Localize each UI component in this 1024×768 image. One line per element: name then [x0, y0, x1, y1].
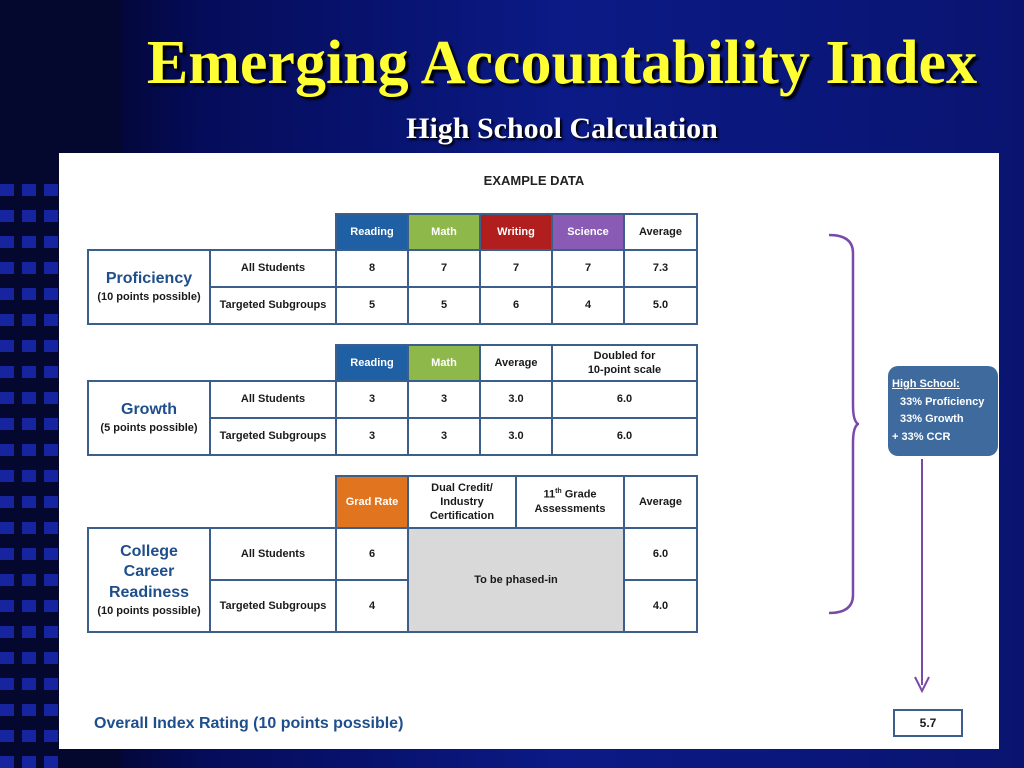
row-label-targeted: Targeted Subgroups: [210, 287, 336, 324]
overall-index-value: 5.7: [893, 709, 963, 737]
weight-proficiency: 33% Proficiency: [900, 395, 985, 408]
ccr-points: (10 points possible): [97, 605, 201, 618]
row-label-all: All Students: [210, 250, 336, 287]
high-school-title: High School:: [892, 378, 960, 390]
cell: 8: [336, 250, 408, 287]
growth-points: (5 points possible): [100, 422, 198, 435]
cell: 5.0: [624, 287, 697, 324]
content-panel: [59, 153, 999, 749]
cell: 7: [552, 250, 624, 287]
growth-group-label: [88, 381, 210, 455]
cell: 3: [336, 381, 408, 418]
cell: 6: [480, 287, 552, 324]
down-arrow-icon: [912, 459, 932, 695]
header-dual-line2: Industry: [440, 495, 484, 508]
ccr-name-line3: Readiness: [108, 584, 190, 602]
header-11th-line2: Assessments: [534, 503, 606, 516]
cell: 3: [336, 418, 408, 455]
header-average: Average: [480, 345, 552, 381]
header-doubled: [552, 345, 697, 381]
cell: 6.0: [624, 528, 697, 580]
header-doubled-line1: Doubled for: [593, 349, 656, 362]
cell: 4.0: [624, 580, 697, 632]
header-11th-suffix: th: [555, 488, 562, 496]
decorative-squares: [0, 170, 58, 768]
proficiency-table: [87, 213, 698, 325]
proficiency-points: (10 points possible): [97, 291, 201, 304]
row-label-all: All Students: [210, 381, 336, 418]
slide-subtitle: High School Calculation: [406, 112, 718, 145]
overall-index-label: Overall Index Rating (10 points possible): [94, 715, 404, 732]
header-11th-number: 11: [543, 489, 556, 502]
cell: 4: [552, 287, 624, 324]
ccr-name-line2: Career: [123, 563, 175, 581]
cell: 7: [480, 250, 552, 287]
row-label-all: All Students: [210, 528, 336, 580]
slide-title: Emerging Accountability Index: [146, 29, 978, 97]
blank-corner: [88, 345, 336, 381]
header-reading: Reading: [336, 214, 408, 250]
growth-name: Growth: [121, 401, 177, 419]
header-math: Math: [408, 345, 480, 381]
cell: 5: [408, 287, 480, 324]
header-writing: Writing: [480, 214, 552, 250]
cell: 5: [336, 287, 408, 324]
row-label-targeted: Targeted Subgroups: [210, 580, 336, 632]
blank-corner: [88, 214, 336, 250]
header-doubled-line2: 10-point scale: [587, 364, 662, 376]
header-dual-line1: Dual Credit/: [431, 481, 493, 494]
ccr-table: [87, 475, 698, 633]
header-dual-line3: Certification: [429, 510, 495, 523]
header-reading: Reading: [336, 345, 408, 381]
cell: 6.0: [552, 418, 697, 455]
header-11th-line1: [517, 487, 623, 502]
cell: 4: [336, 580, 408, 632]
cell: 7.3: [624, 250, 697, 287]
cell: 3: [408, 381, 480, 418]
row-label-targeted: Targeted Subgroups: [210, 418, 336, 455]
header-11th-grade-word: Grade: [561, 489, 597, 502]
phased-in-cell: To be phased-in: [408, 528, 624, 632]
cell: 3: [408, 418, 480, 455]
growth-table: [87, 344, 698, 456]
header-dual-credit: [408, 476, 516, 528]
high-school-weights-box: [888, 366, 998, 456]
cell: 6: [336, 528, 408, 580]
header-math: Math: [408, 214, 480, 250]
right-brace: [827, 233, 859, 615]
proficiency-group-label: [88, 250, 210, 324]
cell: 3.0: [480, 381, 552, 418]
header-11th-grade: [516, 476, 624, 528]
header-science: Science: [552, 214, 624, 250]
blank-corner: [88, 476, 336, 528]
cell: 3.0: [480, 418, 552, 455]
ccr-name-line1: College: [120, 542, 178, 560]
header-grad-rate: Grad Rate: [336, 476, 408, 528]
cell: 6.0: [552, 381, 697, 418]
proficiency-name: Proficiency: [105, 270, 193, 288]
header-average: Average: [624, 476, 697, 528]
cell: 7: [408, 250, 480, 287]
ccr-group-label: [88, 528, 210, 632]
header-average: Average: [624, 214, 697, 250]
example-data-label: EXAMPLE DATA: [483, 173, 585, 188]
weight-growth: 33% Growth: [900, 413, 964, 426]
weight-ccr: + 33% CCR: [892, 430, 951, 443]
